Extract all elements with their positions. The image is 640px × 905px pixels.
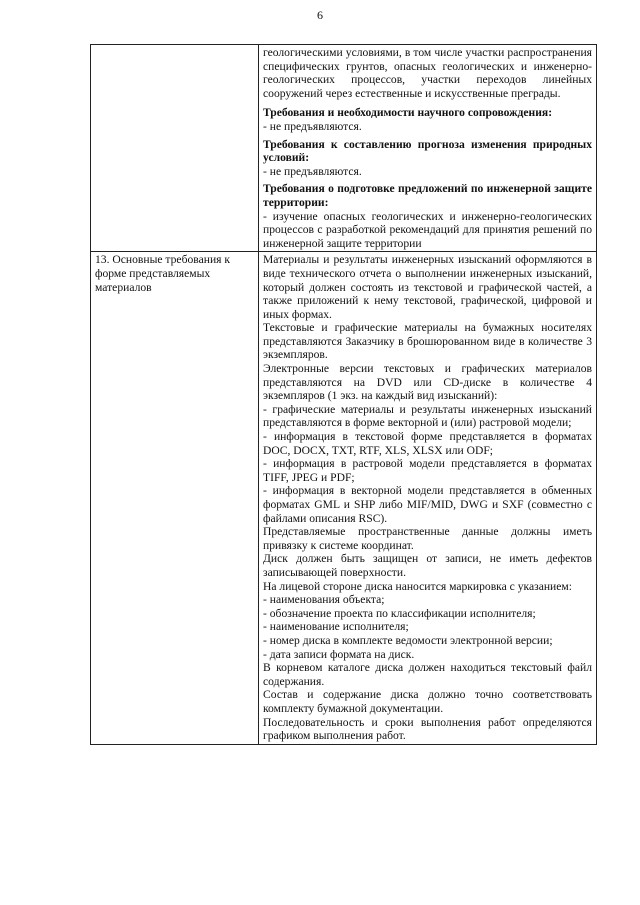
paragraph: Диск должен быть защищен от записи, не иметь дефектов записывающей поверхности. <box>263 552 592 579</box>
list-item: - информация в растровой модели представляется в форматах TIFF, JPEG и PDF; <box>263 457 592 484</box>
table-row <box>91 45 597 252</box>
paragraph: - не предъявляются. <box>263 119 362 133</box>
paragraph: Состав и содержание диска должно точно соответствовать комплекту бумажной документации. <box>263 688 592 715</box>
paragraph: Последовательность и сроки выполнения работ определяются графиком выполнения работ. <box>263 715 592 743</box>
paragraph: - изучение опасных геологических и инженерно-геологических процессов с разработкой рекомендаций для принятия решений по инженерной защите территории <box>263 209 592 250</box>
section-label-cell <box>91 252 259 744</box>
section-content-cell <box>259 252 597 744</box>
list-item: - информация в текстовой форме представляется в форматах DOC, DOCX, TXT, RTF, XLS, XLSX или ODF; <box>263 430 592 457</box>
section-heading: Требования к составлению прогноза изменения природных условий: <box>263 137 592 165</box>
page-number: 6 <box>317 8 323 22</box>
list-item: - информация в векторной модели представляется в обменных форматах GML и SHP либо MIF/MID, DWG и SXF (совместно с файлами описания RSC). <box>263 484 592 525</box>
table-row <box>91 252 597 744</box>
list-item: - дата записи формата на диск. <box>263 647 415 661</box>
paragraph: Электронные версии текстовых и графических материалов представляются на DVD или CD-диске в количестве 4 экземпляров (1 экз. на каждый вид изысканий): <box>263 362 592 403</box>
paragraph: геологическими условиями, в том числе участки распространения специфических грунтов, опасных геологических и инженерно-геологических процессов, участки переходов линейных сооружений через естественные и искусственные преграды. <box>263 46 592 100</box>
list-item: - графические материалы и результаты инженерных изысканий представляются в форме векторной и (или) растровой модели; <box>263 402 592 430</box>
paragraph: Текстовые и графические материалы на бумажных носителях представляются Заказчику в брошюрованном виде в количестве 3 экземпляров. <box>263 321 592 362</box>
requirements-table <box>90 44 597 745</box>
list-item: - обозначение проекта по классификации исполнителя; <box>263 606 536 620</box>
section-heading: Требования и необходимости научного сопровождения: <box>263 106 553 120</box>
paragraph: Представляемые пространственные данные должны иметь привязку к системе координат. <box>263 525 592 552</box>
section-label-cell <box>91 45 259 252</box>
paragraph: - не предъявляются. <box>263 164 362 178</box>
list-item: - номер диска в комплекте ведомости электронной версии; <box>263 633 553 647</box>
list-item: - наименование исполнителя; <box>263 620 409 634</box>
section-label: 13. Основные требования к форме представляемых материалов <box>95 253 231 294</box>
section-content-cell <box>259 45 597 252</box>
list-item: - наименования объекта; <box>263 593 385 607</box>
paragraph: На лицевой стороне диска наносится маркировка с указанием: <box>263 579 572 593</box>
section-heading: Требования о подготовке предложений по инженерной защите территории: <box>263 182 592 209</box>
paragraph: Материалы и результаты инженерных изысканий оформляются в виде технического отчета о выполнении инженерных изысканий, который должен состоять из текстовой и графической частей, а также приложений к нему текстовой, графической, цифровой и иных формах. <box>263 253 592 321</box>
paragraph: В корневом каталоге диска должен находиться текстовый файл содержания. <box>263 661 592 688</box>
